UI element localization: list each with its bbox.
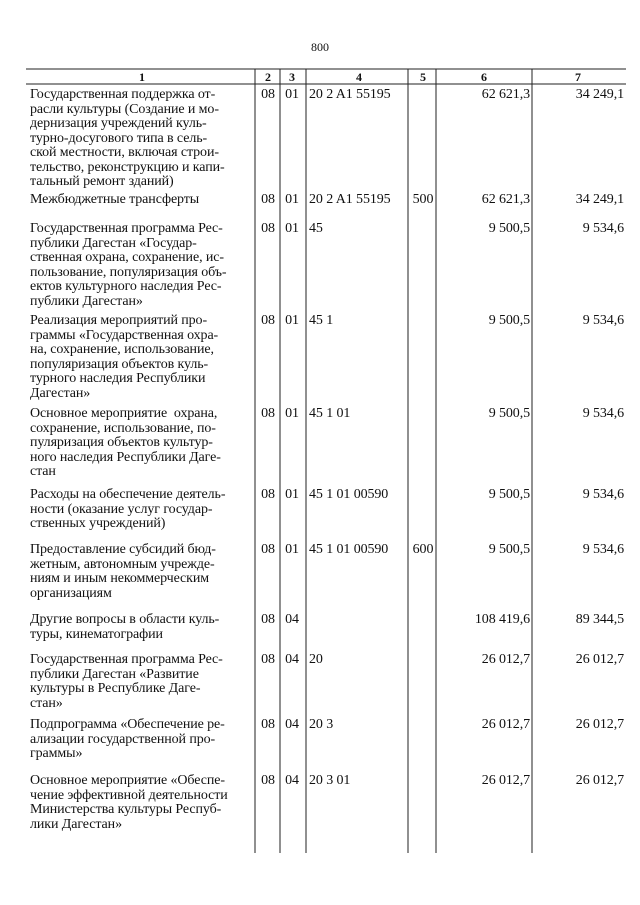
amount-year-2: 9 534,6 xyxy=(582,406,624,421)
row-name: Расходы на обеспечение деятель- ности (оказание услуг государ- ственных учреждений) xyxy=(30,487,226,531)
amount-year-1: 9 500,5 xyxy=(488,487,530,502)
subsection-code: 04 xyxy=(285,773,299,788)
target-item-code: 20 2 A1 55195 xyxy=(309,192,391,207)
expense-type-code: 600 xyxy=(412,542,434,557)
target-item-code: 45 1 01 00590 xyxy=(309,487,389,502)
row-name: Основное мероприятие охрана, сохранение, использование, по- пуляризация объектов культур- ного наследия Республики Даге- стан xyxy=(30,406,221,479)
row-name: Основное мероприятие «Обеспе- чение эффективной деятельности Министерства культуры Респуб- лики Дагестан» xyxy=(30,773,228,832)
section-code: 08 xyxy=(261,313,275,328)
section-code: 08 xyxy=(261,192,275,207)
row-name: Реализация мероприятий про- граммы «Государственная охра- на, сохранение, использование, популяризация объектов куль- турного наследия Республики Дагестан» xyxy=(30,313,219,401)
subsection-code: 04 xyxy=(285,717,299,732)
column-header-7: 7 xyxy=(575,70,581,84)
amount-year-2: 9 534,6 xyxy=(582,221,624,236)
expense-type-code: 500 xyxy=(412,192,434,207)
column-header-4: 4 xyxy=(356,70,362,84)
amount-year-1: 9 500,5 xyxy=(488,313,530,328)
target-item-code: 45 xyxy=(309,221,323,236)
amount-year-1: 9 500,5 xyxy=(488,542,530,557)
target-item-code: 45 1 01 00590 xyxy=(309,542,389,557)
column-header-3: 3 xyxy=(289,70,295,84)
page-number: 800 xyxy=(311,40,329,54)
section-code: 08 xyxy=(261,221,275,236)
amount-year-2: 34 249,1 xyxy=(575,87,624,102)
amount-year-2: 9 534,6 xyxy=(582,542,624,557)
amount-year-1: 26 012,7 xyxy=(481,652,530,667)
section-code: 08 xyxy=(261,773,275,788)
target-item-code: 20 2 A1 55195 xyxy=(309,87,391,102)
subsection-code: 01 xyxy=(285,221,299,236)
column-header-5: 5 xyxy=(420,70,426,84)
amount-year-2: 34 249,1 xyxy=(575,192,624,207)
amount-year-1: 108 419,6 xyxy=(474,612,530,627)
amount-year-1: 62 621,3 xyxy=(481,87,530,102)
section-code: 08 xyxy=(261,487,275,502)
row-name: Межбюджетные трансферты xyxy=(30,192,200,207)
column-header-2: 2 xyxy=(265,70,271,84)
amount-year-2: 26 012,7 xyxy=(575,717,624,732)
section-code: 08 xyxy=(261,87,275,102)
amount-year-1: 9 500,5 xyxy=(488,406,530,421)
target-item-code: 20 3 01 xyxy=(309,773,351,788)
section-code: 08 xyxy=(261,652,275,667)
amount-year-1: 9 500,5 xyxy=(488,221,530,236)
row-name: Другие вопросы в области куль- туры, кинематографии xyxy=(30,612,220,642)
section-code: 08 xyxy=(261,612,275,627)
section-code: 08 xyxy=(261,542,275,557)
column-header-6: 6 xyxy=(481,70,487,84)
subsection-code: 01 xyxy=(285,542,299,557)
subsection-code: 04 xyxy=(285,652,299,667)
amount-year-2: 89 344,5 xyxy=(575,612,624,627)
target-item-code: 45 1 01 xyxy=(309,406,351,421)
row-name: Государственная поддержка от- расли культуры (Создание и мо- дернизация учреждений куль- турно-досугового типа в сель- ской местности, включая строи- тельство, реконструкцию и капи- тальный ремонт зданий) xyxy=(30,87,225,189)
row-name: Государственная программа Рес- публики Дагестан «Государ- ственная охрана, сохранение, ис- пользование, популяризация объ- ектов культурного наследия Рес- публики Дагестан» xyxy=(30,221,227,309)
amount-year-1: 62 621,3 xyxy=(481,192,530,207)
row-name: Предоставление субсидий бюд- жетным, автономным учрежде- ниям и иным некоммерческим организациям xyxy=(30,542,216,601)
subsection-code: 01 xyxy=(285,87,299,102)
target-item-code: 20 3 xyxy=(309,717,334,732)
column-header-1: 1 xyxy=(139,70,145,84)
row-name: Государственная программа Рес- публики Дагестан «Развитие культуры в Республике Даге- стан» xyxy=(30,652,223,711)
section-code: 08 xyxy=(261,717,275,732)
amount-year-1: 26 012,7 xyxy=(481,717,530,732)
subsection-code: 04 xyxy=(285,612,299,627)
section-code: 08 xyxy=(261,406,275,421)
subsection-code: 01 xyxy=(285,406,299,421)
subsection-code: 01 xyxy=(285,192,299,207)
row-name: Подпрограмма «Обеспечение ре- ализации государственной про- граммы» xyxy=(30,717,225,761)
amount-year-2: 26 012,7 xyxy=(575,773,624,788)
amount-year-1: 26 012,7 xyxy=(481,773,530,788)
amount-year-2: 9 534,6 xyxy=(582,487,624,502)
target-item-code: 20 xyxy=(309,652,323,667)
subsection-code: 01 xyxy=(285,487,299,502)
subsection-code: 01 xyxy=(285,313,299,328)
amount-year-2: 9 534,6 xyxy=(582,313,624,328)
amount-year-2: 26 012,7 xyxy=(575,652,624,667)
target-item-code: 45 1 xyxy=(309,313,334,328)
